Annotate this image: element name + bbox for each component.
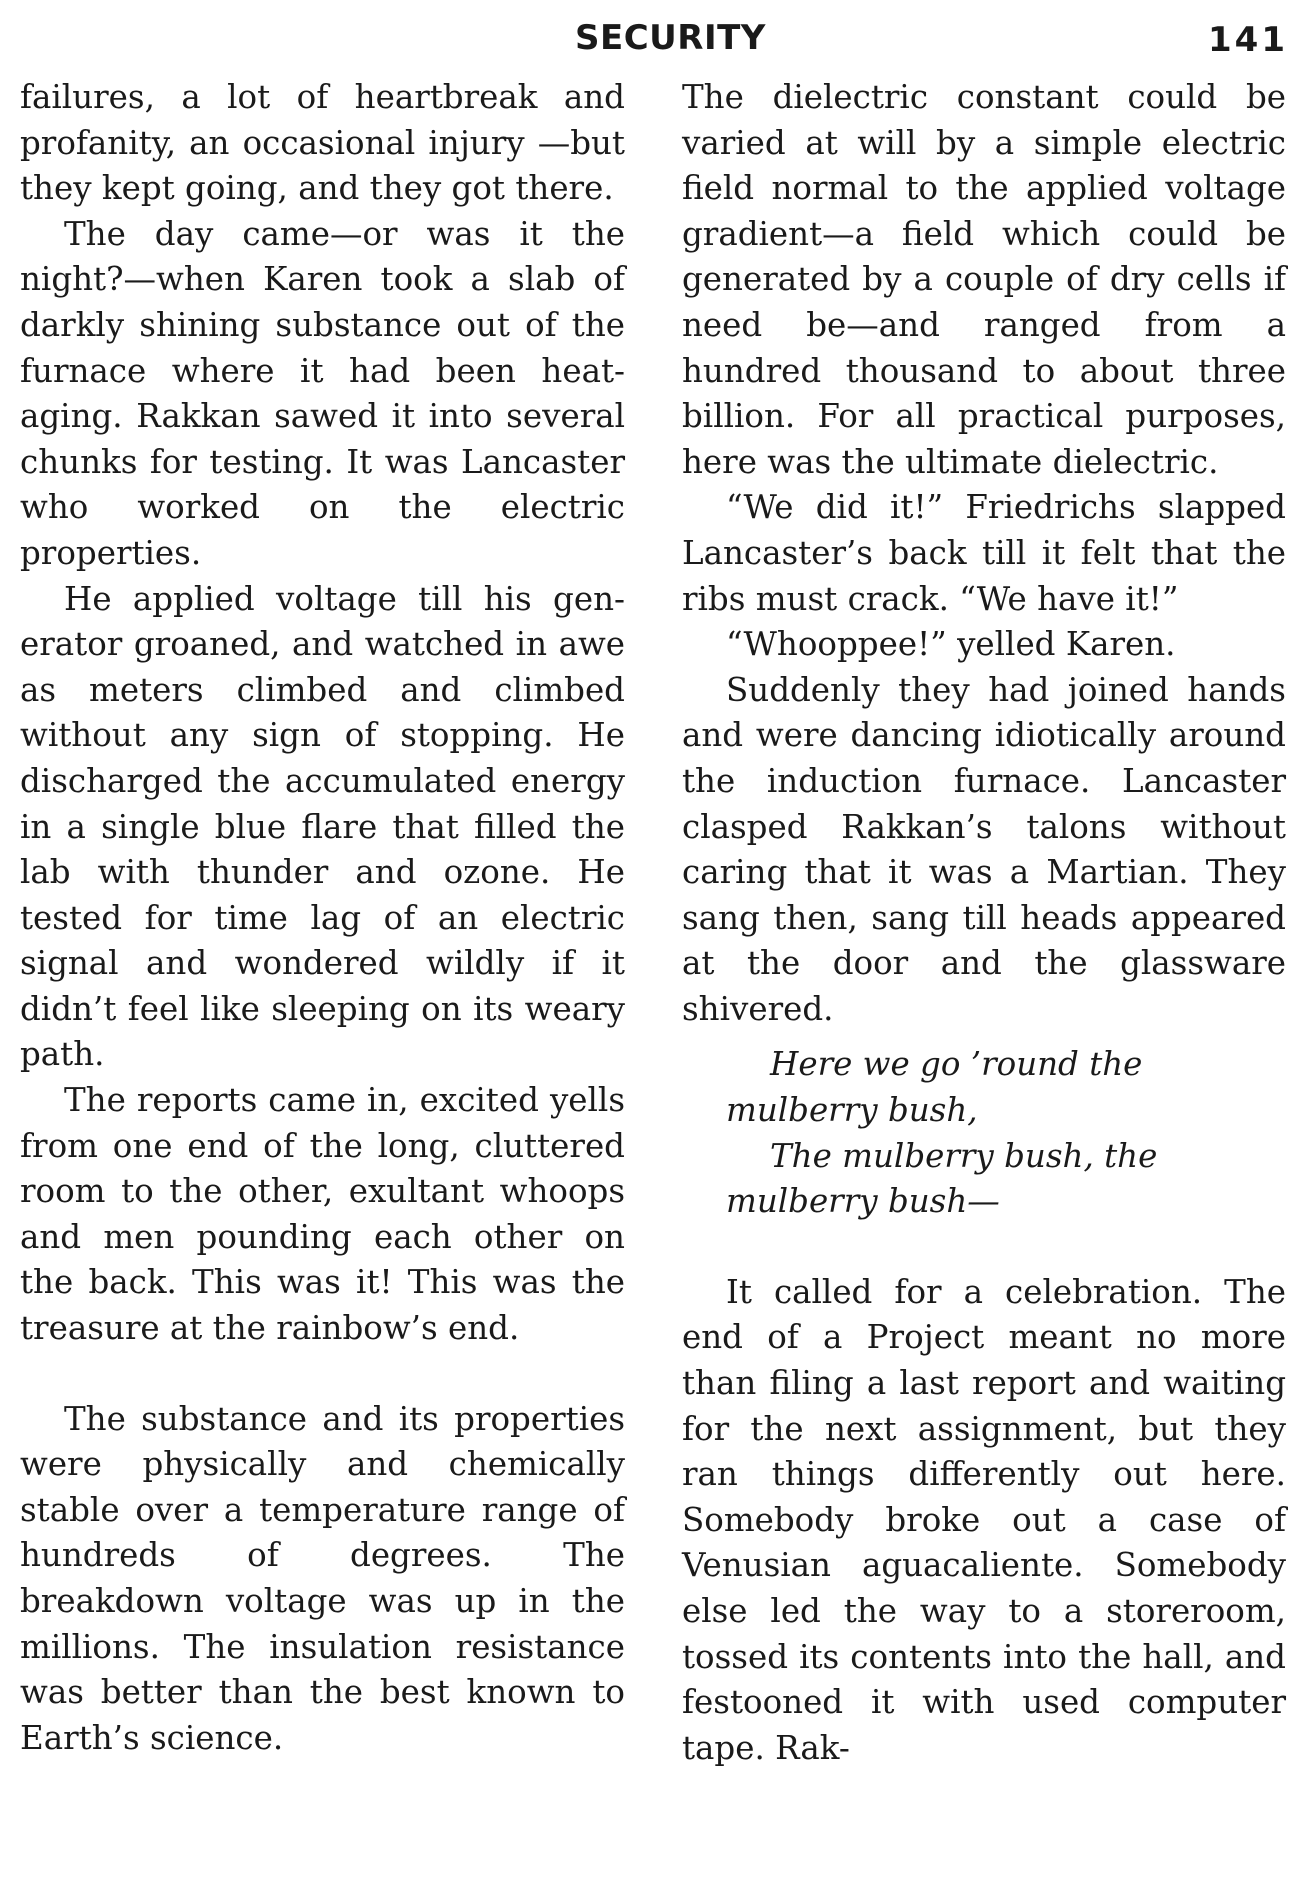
- paragraph: “We did it!” Friedrichs slapped Lancaster’s back till it felt that the ribs must crack. “We have it!”: [682, 488, 1286, 618]
- verse-line: Here we go ’round the mulberry bush,: [726, 1045, 1143, 1130]
- page-number: 141: [1208, 20, 1288, 60]
- paragraph: The day came—or was it the night?—when Karen took a slab of darkly shining substance out of the furnace where it had been heat-aging. Rakkan sawed it into several chunks for testing. It was Lancaster who worked on the electric properties.: [20, 214, 625, 572]
- paragraph: Suddenly they had joined hands and were dancing idiotically around the induction furnace. Lancaster clasped Rakkan’s talons without caring that it was a Martian. They sang then, sang till heads appeared at the door and the glassware shivered.: [682, 670, 1286, 1028]
- paragraph: failures, a lot of heartbreak and profanity, an occasional injury —but they kept going, and they got there.: [20, 78, 625, 208]
- paragraph: The dielectric constant could be varied at will by a simple electric field normal to the applied voltage gradient—a field which could be generated by a couple of dry cells if need be—and ranged from a hundred thousand to about three billion. For all practical purposes, here was the ultimate dielectric.: [682, 78, 1286, 481]
- song-verse: [682, 1042, 1286, 1224]
- paragraph: He applied voltage till his generator groaned, and watched in awe as meters climbed and climbed without any sign of stopping. He discharged the accumulated energy in a single blue flare that filled the lab with thunder and ozone. He tested for time lag of an electric signal and wondered wildly if it didn’t feel like sleeping on its weary path.: [20, 579, 625, 1074]
- paragraph: It called for a celebration. The end of a Project meant no more than filing a last report and waiting for the next assignment, but they ran things differently out here. Somebody broke out a case of Venusian aguacaliente. Somebody else led the way to a storeroom, tossed its contents into the hall, and festooned it with used computer tape. Rak-: [682, 1272, 1286, 1767]
- paragraph: The reports came in, excited yells from one end of the long, cluttered room to the other, exultant whoops and men pounding each other on the back. This was it! This was the treasure at the rainbow’s end.: [20, 1081, 625, 1348]
- paragraph: “Whooppee!” yelled Karen.: [726, 625, 1176, 664]
- right-column: [682, 75, 1286, 1771]
- page-header: [0, 10, 1308, 60]
- running-head: SECURITY: [575, 18, 766, 58]
- paragraph: The substance and its properties were physically and chemically stable over a temperature range of hundreds of degrees. The breakdown voltage was up in the millions. The insulation resistance was better than the best known to Earth’s science.: [20, 1399, 625, 1757]
- left-column: [20, 75, 625, 1761]
- verse-line: The mulberry bush, the mulberry bush—: [726, 1136, 1158, 1221]
